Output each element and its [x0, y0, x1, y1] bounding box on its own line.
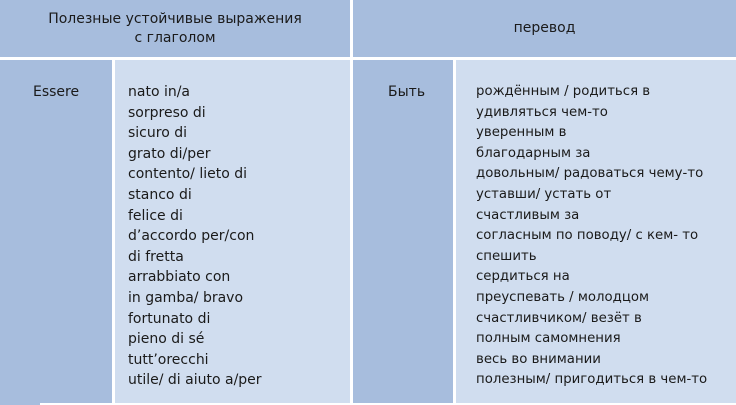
italian-verb: Essere [33, 84, 80, 100]
russian-translation: удивляться чем-то [476, 104, 608, 120]
italian-phrase: di fretta [128, 248, 184, 265]
russian-translation: счастливчиком/ везёт в [476, 310, 642, 326]
russian-translation: весь во внимании [476, 351, 601, 367]
italian-phrase: in gamba/ bravo [128, 289, 244, 306]
header-translation [353, 0, 736, 57]
italian-phrase: contento/ lieto di [128, 166, 248, 183]
russian-translation: благодарным за [476, 145, 591, 161]
italian-verb-cell [0, 60, 112, 405]
russian-translations-cell [456, 60, 736, 405]
russian-translation: уставши/ устать от [476, 186, 612, 202]
italian-phrase: tutt’orecchi [128, 351, 209, 368]
italian-phrase: sicuro di [128, 125, 187, 142]
italian-phrase: d’accordo per/con [128, 228, 255, 245]
italian-phrase: sorpreso di [128, 104, 206, 121]
russian-translation: преуспевать / молодцом [476, 289, 650, 305]
russian-verb: Быть [388, 84, 426, 100]
russian-translation: довольным/ радоваться чему-то [476, 166, 704, 182]
russian-translation: спешить [476, 248, 537, 264]
russian-translation: полезным/ пригодиться в чем-то [476, 372, 708, 388]
russian-translation: согласным по поводу/ с кем- то [476, 228, 699, 244]
russian-translation: полным самомнения [476, 331, 621, 347]
russian-translation: рождённым / родиться в [476, 84, 651, 99]
russian-translation: сердиться на [476, 269, 570, 285]
italian-phrase: felice di [128, 207, 183, 224]
russian-translation: уверенным в [476, 125, 567, 141]
italian-phrases-list [128, 82, 262, 391]
header-phrases-line2: с глаголом [134, 29, 216, 46]
italian-phrase: nato in/a [128, 84, 191, 100]
italian-phrase: arrabbiato con [128, 269, 231, 286]
italian-phrases-cell [115, 60, 350, 405]
italian-phrase: utile/ di aiuto a/per [128, 372, 262, 389]
russian-verb-cell [353, 60, 453, 405]
header-phrases-text [48, 10, 302, 48]
italian-phrase: grato di/per [128, 145, 211, 162]
italian-phrase: fortunato di [128, 310, 211, 327]
italian-phrase: pieno di sé [128, 331, 205, 348]
italian-phrase: stanco di [128, 186, 192, 203]
header-phrases [0, 0, 350, 57]
russian-translation: счастливым за [476, 207, 580, 223]
russian-translations-list [476, 82, 707, 391]
header-translation-text: перевод [513, 20, 576, 36]
header-phrases-line1: Полезные устойчивые выражения [48, 10, 302, 27]
